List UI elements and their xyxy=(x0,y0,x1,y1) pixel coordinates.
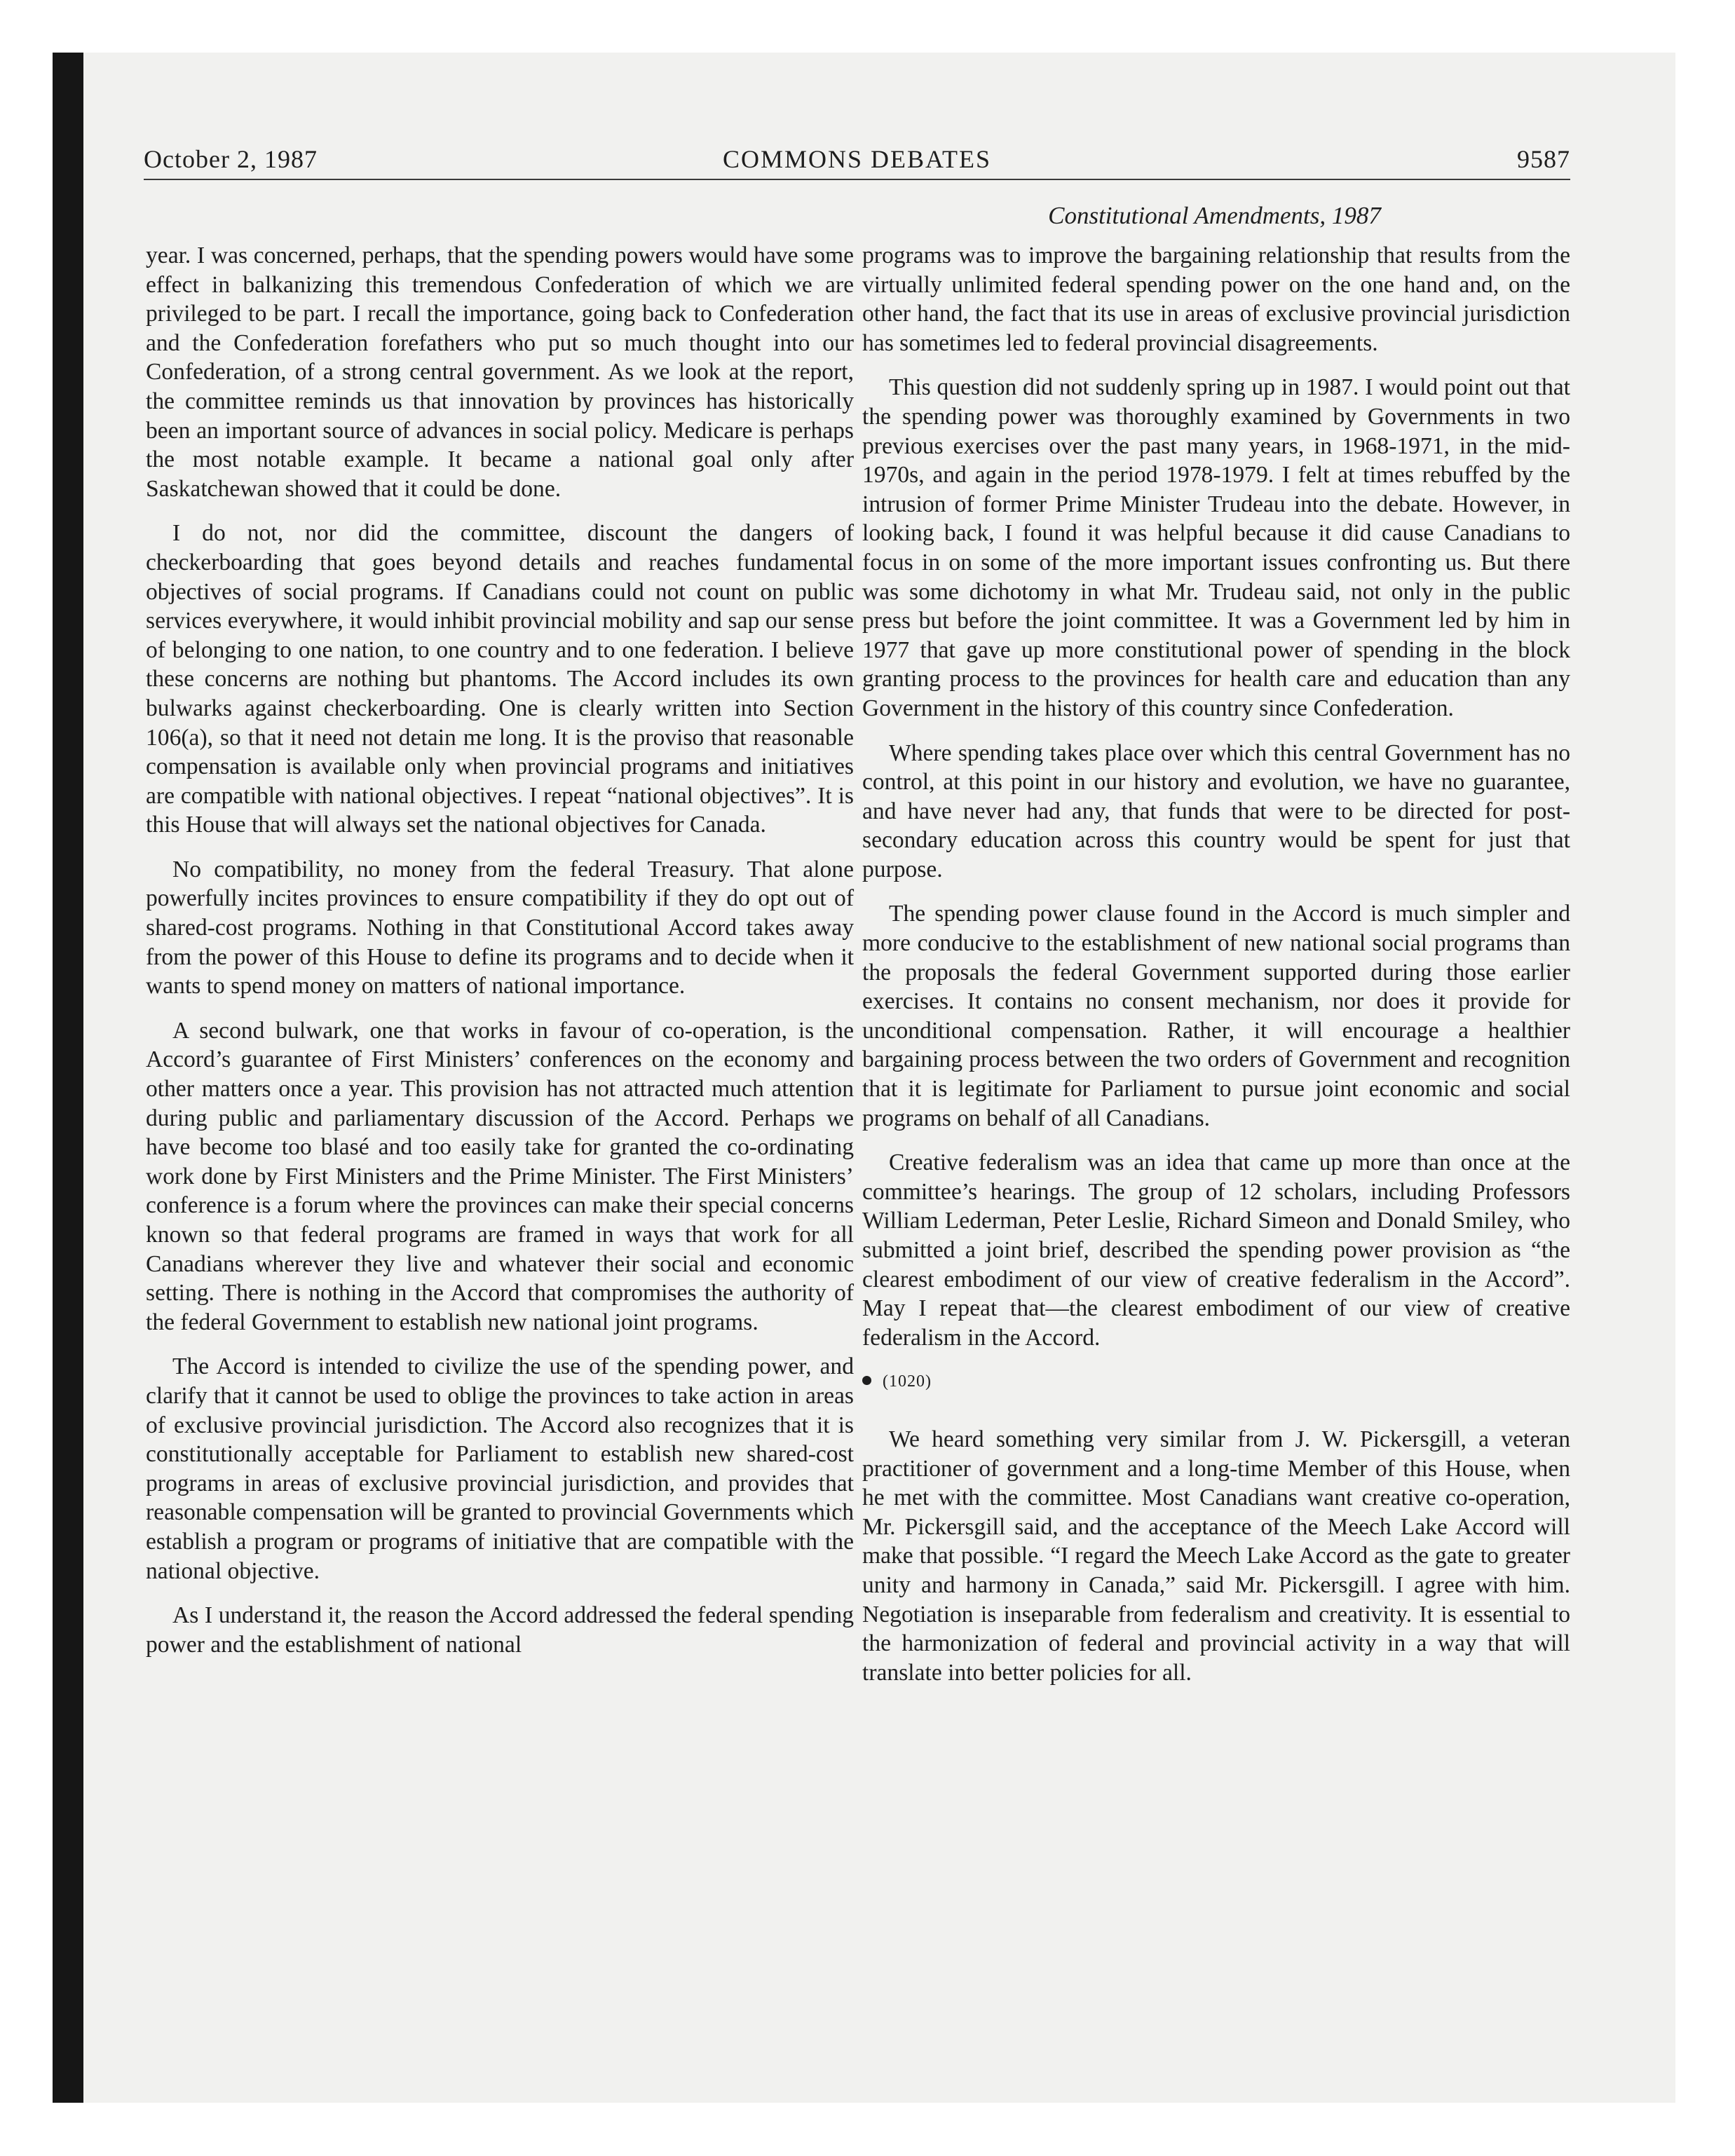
paragraph: No compatibility, no money from the federal Treasury. That alone powerfully incites provinces to ensure compatibility if they do opt out of shared-cost programs. Nothing in that Constitutional Accord takes away from the power of this House to define its programs and to decide when it wants to spend money on matters of national importance. xyxy=(146,856,854,999)
bullet-icon xyxy=(862,1376,871,1385)
paragraph: A second bulwark, one that works in favour of co-operation, is the Accord’s guarantee of First Ministers’ conferences on the economy and other matters once a year. This provision has not attracted much attention during public and parliamentary discussion of the Accord. Perhaps we have become too blasé and too easily take for granted the co-ordinating work done by First Ministers and the Prime Minister. The First Ministers’ conference is a forum where the provinces can make their special concerns known so that federal programs are framed in ways that work for all Canadians wherever they live and whatever their social and economic setting. There is nothing in the Accord that compromises the authority of the federal Government to establish new national joint programs. xyxy=(146,1017,854,1335)
running-head xyxy=(144,142,1570,176)
paragraph: I do not, nor did the committee, discount the dangers of checkerboarding that goes beyond details and reaches fundamental objectives of social programs. If Canadians could not count on public services everywhere, it would inhibit provincial mobility and sap our sense of belonging to one nation, to one country and to one federation. I believe these concerns are nothing but phantoms. The Accord includes its own bulwarks against checkerboarding. One is clearly written into Section 106(a), so that it need not detain me long. It is the proviso that reasonable compensation is available only when provincial programs and initiatives are compatible with national objectives. I repeat “national objectives”. It is this House that will always set the national objectives for Canada. xyxy=(146,520,854,838)
right-column xyxy=(862,241,1570,1703)
section-title: Constitutional Amendments, 1987 xyxy=(1048,202,1381,229)
time-stamp-text: (1020) xyxy=(883,1372,932,1391)
header-date: October 2, 1987 xyxy=(144,145,318,173)
paragraph: programs was to improve the bargaining relationship that results from the virtually unlimited federal spending power on the one hand and, on the other hand, the fact that its use in areas of exclusive provincial jurisdiction has sometimes led to federal provincial disagreements. xyxy=(862,243,1570,356)
header-rule xyxy=(144,179,1570,180)
header-page-number: 9587 xyxy=(1517,145,1570,173)
paragraph: Where spending takes place over which this central Government has no control, at this point in our history and evolution, we have no guarantee, and have never had any, that funds that were to be directed for post-secondary education across this country would be spent for just that purpose. xyxy=(862,739,1570,882)
paragraph: The Accord is intended to civilize the use of the spending power, and clarify that it cannot be used to oblige the provinces to take action in areas of exclusive provincial jurisdiction. The Accord also recognizes that it is constitutionally acceptable for Parliament to establish new shared-cost programs in areas of exclusive provincial jurisdiction, and provides that reasonable compensation will be granted to provincial Governments which establish a program or programs of initiative that are compatible with the national objective. xyxy=(146,1353,854,1584)
paragraph: This question did not suddenly spring up in 1987. I would point out that the spending power was thoroughly examined by Governments in two previous exercises over the past many years, in 1968-1971, in the mid-1970s, and again in the period 1978-1979. I felt at times rebuffed by the intrusion of former Prime Minister Trudeau into the debate. However, in looking back, I found it was helpful because it did cause Canadians to focus in on some of the more important issues confronting us. But there was some dichotomy in what Mr. Trudeau said, not only in the public press but before the joint committee. It was a Government led by him in 1977 that gave up more constitutional power of spending in the block granting process to the provinces for health care and education than any Government in the history of this country since Confederation. xyxy=(862,374,1570,721)
left-column xyxy=(146,241,854,1674)
paragraph: As I understand it, the reason the Accord addressed the federal spending power and the establishment of national xyxy=(146,1602,854,1658)
header-publication: COMMONS DEBATES xyxy=(722,145,992,173)
paragraph: Creative federalism was an idea that came up more than once at the committee’s hearings. The group of 12 scholars, including Professors William Lederman, Peter Leslie, Richard Simeon and Donald Smiley, who submitted a joint brief, described the spending power provision as “the clearest embodiment of our view of creative federalism in the Accord”. May I repeat that—the clearest embodiment of our view of creative federalism in the Accord. xyxy=(862,1149,1570,1351)
binding-shadow xyxy=(53,53,83,2103)
paragraph: We heard something very similar from J. W. Pickersgill, a veteran practitioner of government and a long-time Member of this House, when he met with the committee. Most Canadians want creative co-operation, Mr. Pickersgill said, and the acceptance of the Meech Lake Accord will make that possible. “I regard the Meech Lake Accord as the gate to greater unity and harmony in Canada,” said Mr. Pickersgill. I agree with him. Negotiation is inseparable from federalism and creativity. It is essential to the harmonization of federal and provincial activity in a way that will translate into better policies for all. xyxy=(862,1426,1570,1686)
time-stamp xyxy=(862,1367,1570,1397)
paragraph: year. I was concerned, perhaps, that the spending powers would have some effect in balkanizing this tremendous Confederation of which we are privileged to be part. I recall the importance, going back to Confederation and the Confederation forefathers who put so much thought into our Confederation, of a strong central government. As we look at the report, the committee reminds us that innovation by provinces has historically been an important source of advances in social policy. Medicare is perhaps the most notable example. It became a national goal only after Saskatchewan showed that it could be done. xyxy=(146,243,854,502)
paragraph: The spending power clause found in the Accord is much simpler and more conducive to the establishment of new national social programs than the proposals the federal Government supported during those earlier exercises. It contains no consent mechanism, nor does it provide for unconditional compensation. Rather, it will encourage a healthier bargaining process between the two orders of Government and recognition that it is legitimate for Parliament to pursue joint economic and social programs on behalf of all Canadians. xyxy=(862,901,1570,1131)
